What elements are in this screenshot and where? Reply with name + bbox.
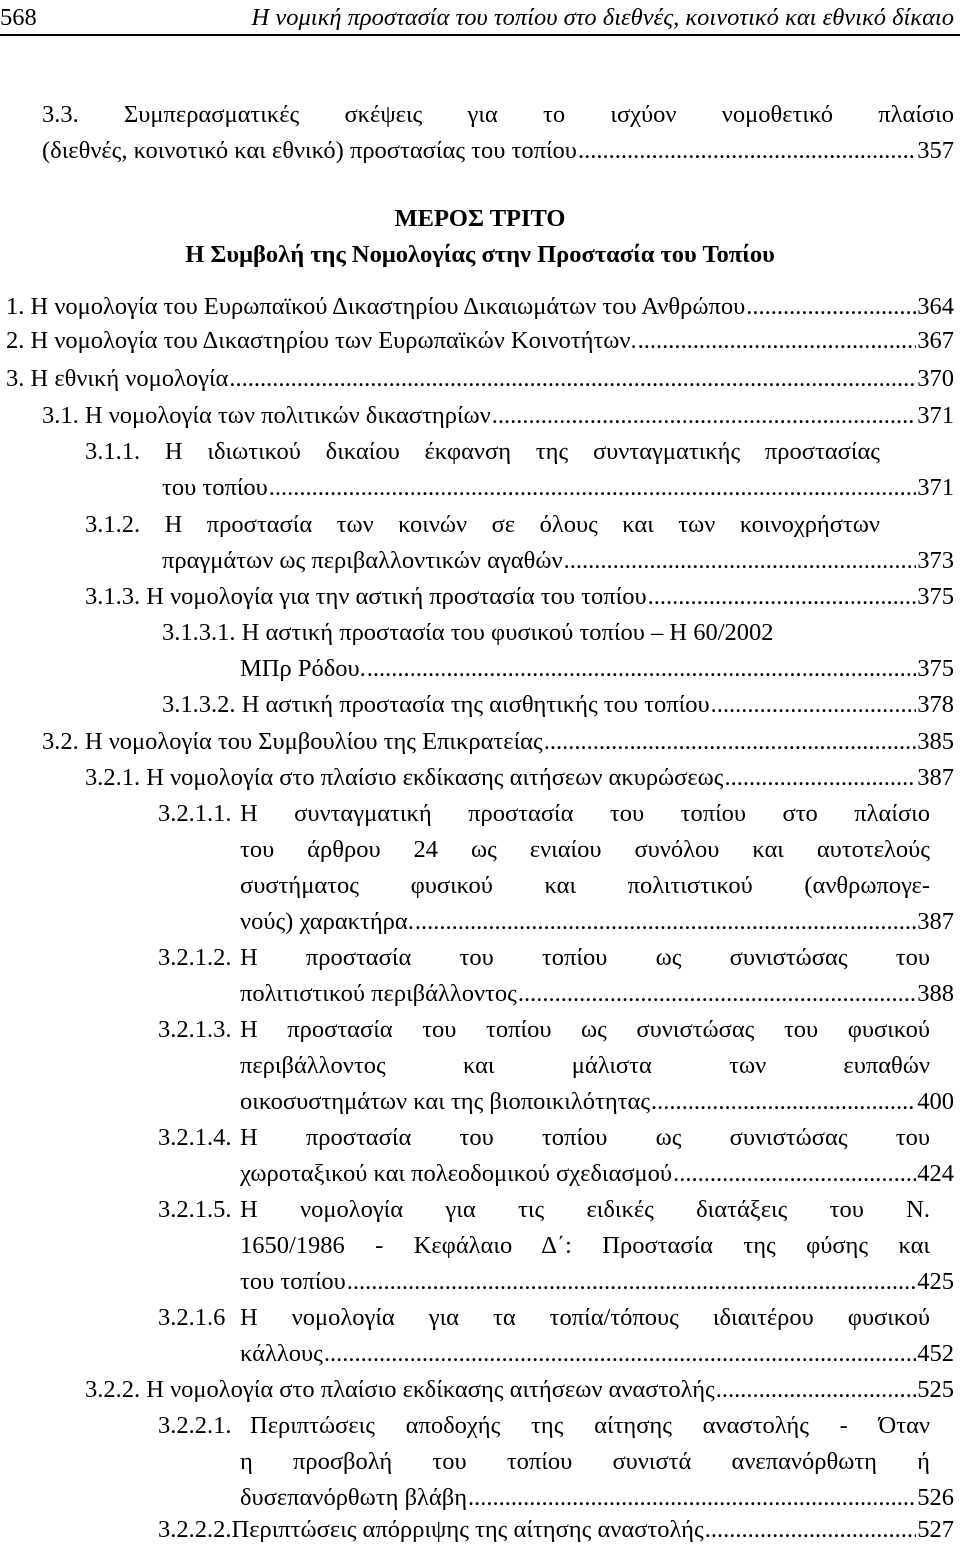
leader-dots: [648, 582, 917, 612]
leader-dots: [229, 364, 916, 394]
toc-entry-3-2-1-6-line2: κάλλους ..... 452: [240, 1339, 954, 1369]
leader-dots: [415, 907, 916, 937]
part-title: Η Συμβολή της Νομολογίας στην Προστασία του Τοπίου: [185, 241, 775, 268]
toc-entry-3-1-1-line2: του τοπίου ..... 371: [162, 473, 954, 503]
toc-entry-3-2-2-1-line1: 3.2.2.1. Περιπτώσεις αποδοχής της αίτησης αναστολής - Όταν: [158, 1412, 930, 1439]
part-label: ΜΕΡΟΣ ΤΡΙΤΟ: [394, 205, 566, 232]
toc-entry-3-2-1-1-line1: 3.2.1.1. Η συνταγματική προστασία του τοπίου στο πλαίσιο: [158, 800, 930, 827]
leader-dots: [492, 401, 916, 431]
toc-entry-3-3-line1: 3.3. Συμπερασματικές σκέψεις για το ισχύον νομοθετικό πλαίσιο: [42, 101, 954, 128]
toc-entry-3-2-2-1-line3: δυσεπανόρθωτη βλάβη ..... 526: [240, 1483, 954, 1513]
toc-entry-3: 3. Η εθνική νομολογία ..... 370: [6, 364, 954, 394]
leader-dots: [269, 473, 916, 503]
toc-entry-3-1-1-line1: 3.1.1. Η ιδιωτικού δικαίου έκφανση της συνταγματικής προστασίας: [85, 438, 880, 465]
leader-dots: [651, 1087, 916, 1117]
toc-entry-3-2-1-2-line1: 3.2.1.2. Η προστασία του τοπίου ως συνιστώσας του: [158, 944, 930, 971]
toc-entry-3-2-1-4-line2: χωροταξικού και πολεοδομικού σχεδιασμού ..... 424: [240, 1159, 954, 1189]
leader-dots: [638, 326, 917, 356]
toc-entry-3-2-1-5-line1: 3.2.1.5. Η νομολογία για τις ειδικές διατάξεις του Ν.: [158, 1196, 930, 1223]
toc-entry-3-2-2: 3.2.2. Η νομολογία στο πλαίσιο εκδίκασης αιτήσεων αναστολής ..... 525: [85, 1375, 954, 1405]
toc-entry-3-2-1-1-line4: νούς) χαρακτήρα. ..... 387: [240, 907, 954, 937]
leader-dots: [673, 1159, 916, 1189]
toc-entry-3-2-1-4-line1: 3.2.1.4. Η προστασία του τοπίου ως συνιστώσας του: [158, 1124, 930, 1151]
toc-entry-3-3-line2: (διεθνές, κοινοτικό και εθνικό) προστασίας του τοπίου ..... 357: [42, 136, 954, 166]
toc-entry-3-2-2-1-line2: η προσβολή του τοπίου συνιστά ανεπανόρθωτη ή: [240, 1448, 930, 1475]
toc-entry-3-1-2-line2: πραγμάτων ως περιβαλλοντικών αγαθών ..... 373: [162, 546, 954, 576]
page-header: [0, 4, 960, 36]
toc-entry-3-1-3-1-line1: 3.1.3.1. Η αστική προστασία του φυσικού τοπίου – Η 60/2002: [162, 619, 774, 646]
toc-entry-3-1-3-2: 3.1.3.2. Η αστική προστασία της αισθητικής του τοπίου ..... 378: [162, 690, 954, 720]
leader-dots: [578, 136, 916, 166]
toc-entry-2: 2. Η νομολογία του Δικαστηρίου των Ευρωπαϊκών Κοινοτήτων. ..... 367: [6, 326, 954, 356]
toc-entry-3-2-1-3-line1: 3.2.1.3. Η προστασία του τοπίου ως συνιστώσας του φυσικού: [158, 1016, 930, 1043]
toc-entry-3-2-1-5-line2: 1650/1986 - Κεφάλαιο Δ΄: Προστασία της φύσης και: [240, 1232, 930, 1259]
leader-dots: [347, 1267, 916, 1297]
toc-entry-3-1: 3.1. Η νομολογία των πολιτικών δικαστηρίων ..... 371: [42, 401, 954, 431]
leader-dots: [711, 690, 917, 720]
leader-dots: [324, 1339, 916, 1369]
leader-dots: [564, 546, 917, 576]
toc-entry-1: 1. Η νομολογία του Ευρωπαϊκού Δικαστηρίου Δικαιωμάτων του Ανθρώπου ..... 364: [6, 292, 954, 322]
leader-dots: [468, 1483, 916, 1513]
running-title: Η νομική προστασία του τοπίου στο διεθνές, κοινοτικό και εθνικό δίκαιο: [251, 4, 954, 31]
leader-dots: [518, 979, 916, 1009]
toc-entry-3-2-1-1-line2: του άρθρου 24 ως ενιαίου συνόλου και αυτοτελούς: [240, 836, 930, 863]
toc-entry-3-1-3-1-line2: ΜΠρ Ρόδου. ..... 375: [240, 654, 954, 684]
toc-entry-3-2-1-3-line2: περιβάλλοντος και μάλιστα των ευπαθών: [240, 1052, 930, 1079]
toc-page: 357: [917, 137, 954, 164]
leader-dots: [716, 1375, 916, 1405]
toc-entry-3-2-2-2: 3.2.2.2. Περιπτώσεις απόρριψης της αίτησης αναστολής ..... 527: [158, 1515, 954, 1545]
leader-dots: [367, 654, 916, 684]
toc-entry-3-2-1-6-line1: 3.2.1.6 Η νομολογία για τα τοπία/τόπους ιδιαιτέρου φυσικού: [158, 1304, 930, 1331]
toc-entry-3-1-3: 3.1.3. Η νομολογία για την αστική προστασία του τοπίου ..... 375: [85, 582, 954, 612]
toc-entry-3-2-1: 3.2.1. Η νομολογία στο πλαίσιο εκδίκασης αιτήσεων ακυρώσεως ..... 387: [85, 763, 954, 793]
toc-entry-3-2-1-1-line3: συστήματος φυσικού και πολιτιστικού (ανθρωπογε-: [240, 872, 930, 899]
toc-entry-3-1-2-line1: 3.1.2. Η προστασία των κοινών σε όλους και των κοινοχρήστων: [85, 511, 880, 538]
page-number: 568: [0, 4, 37, 31]
leader-dots: [725, 763, 917, 793]
leader-dots: [705, 1515, 917, 1545]
toc-entry-3-2-1-2-line2: πολιτιστικού περιβάλλοντος ..... 388: [240, 979, 954, 1009]
leader-dots: [544, 727, 917, 757]
leader-dots: [746, 292, 916, 322]
toc-entry-3-2-1-3-line3: οικοσυστημάτων και της βιοποικιλότητας ..... 400: [240, 1087, 954, 1117]
toc-entry-3-2-1-5-line3: του τοπίου ..... 425: [240, 1267, 954, 1297]
toc-entry-3-2: 3.2. Η νομολογία του Συμβουλίου της Επικρατείας ..... 385: [42, 727, 954, 757]
